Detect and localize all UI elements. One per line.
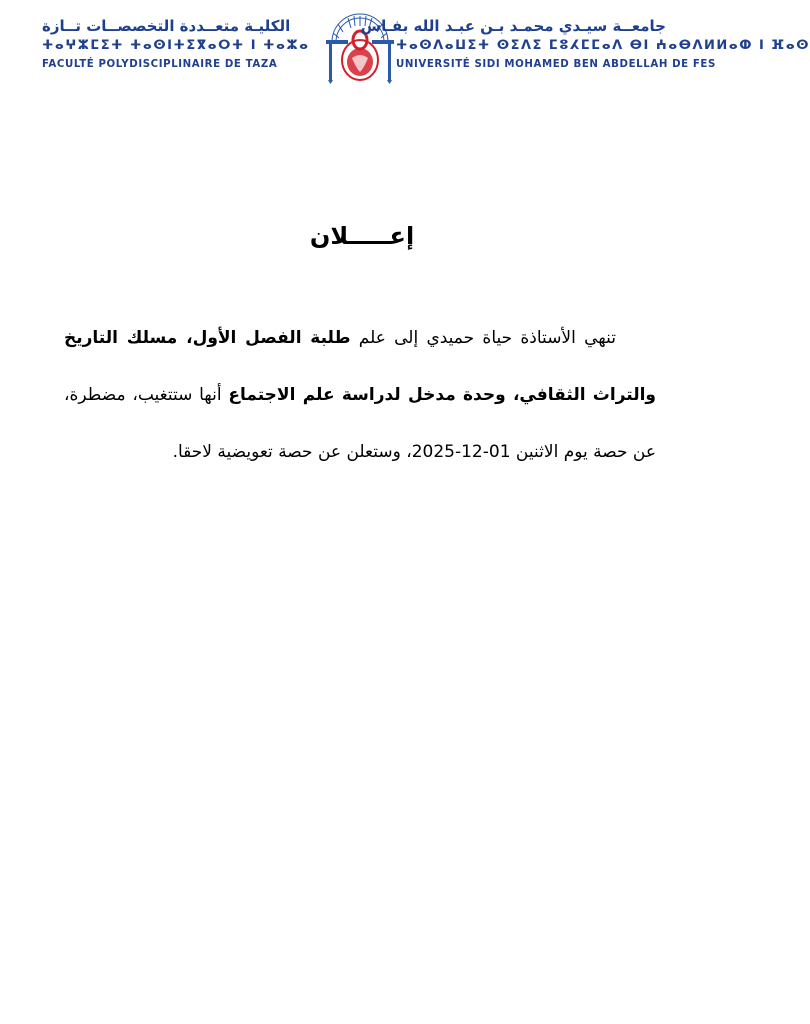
paragraph-audience: طلبة الفصل الأول، مسلك التاريخ والتراث الثقافي، وحدة مدخل لدراسة علم الاجتماع: [64, 328, 657, 405]
university-name-latin: UNIVERSITÉ SIDI MOHAMED BEN ABDELLAH DE FES: [396, 59, 716, 70]
letterhead: [0, 12, 810, 84]
faculty-name-latin: FACULTÉ POLYDISCIPLINAIRE DE TAZA: [42, 59, 278, 70]
announcement-paragraph: [64, 310, 656, 481]
announcement-body: [64, 310, 656, 481]
faculty-name-tifinagh: ⵜⴰⵖⵣⵎⵉⵜ ⵜⴰⵙⵏⵜⵉⴳⴰⵔⵜ ⵏ ⵜⴰⵣⴰ: [42, 38, 310, 53]
paragraph-intro: تنهي الأستاذة حياة حميدي إلى علم: [350, 328, 616, 348]
paragraph-details: أنها ستتغيب، مضطرة، عن حصة يوم الاثنين 01-12-2025، وستعلن عن حصة تعويضية لاحقا.: [64, 385, 656, 462]
announcement-title: إعـــــلان: [309, 222, 415, 250]
faculty-name-arabic: الكليـة متعــددة التخصصــات تــازة: [42, 17, 291, 35]
university-name-arabic: جامعــة سيـدي محمـد بـن عبـد الله بفـاس: [360, 17, 666, 35]
university-name-tifinagh: ⵜⴰⵙⴷⴰⵡⵉⵜ ⵙⵉⴷⵉ ⵎⵓⵃⵎⵎⴰⴷ ⴱⵏ ⵄⴰⴱⴷⵍⵍⴰⵀ ⵏ ⴼⴰⵙ: [396, 38, 810, 53]
faculty-name-block: [42, 16, 312, 74]
university-name-block: [360, 16, 810, 74]
